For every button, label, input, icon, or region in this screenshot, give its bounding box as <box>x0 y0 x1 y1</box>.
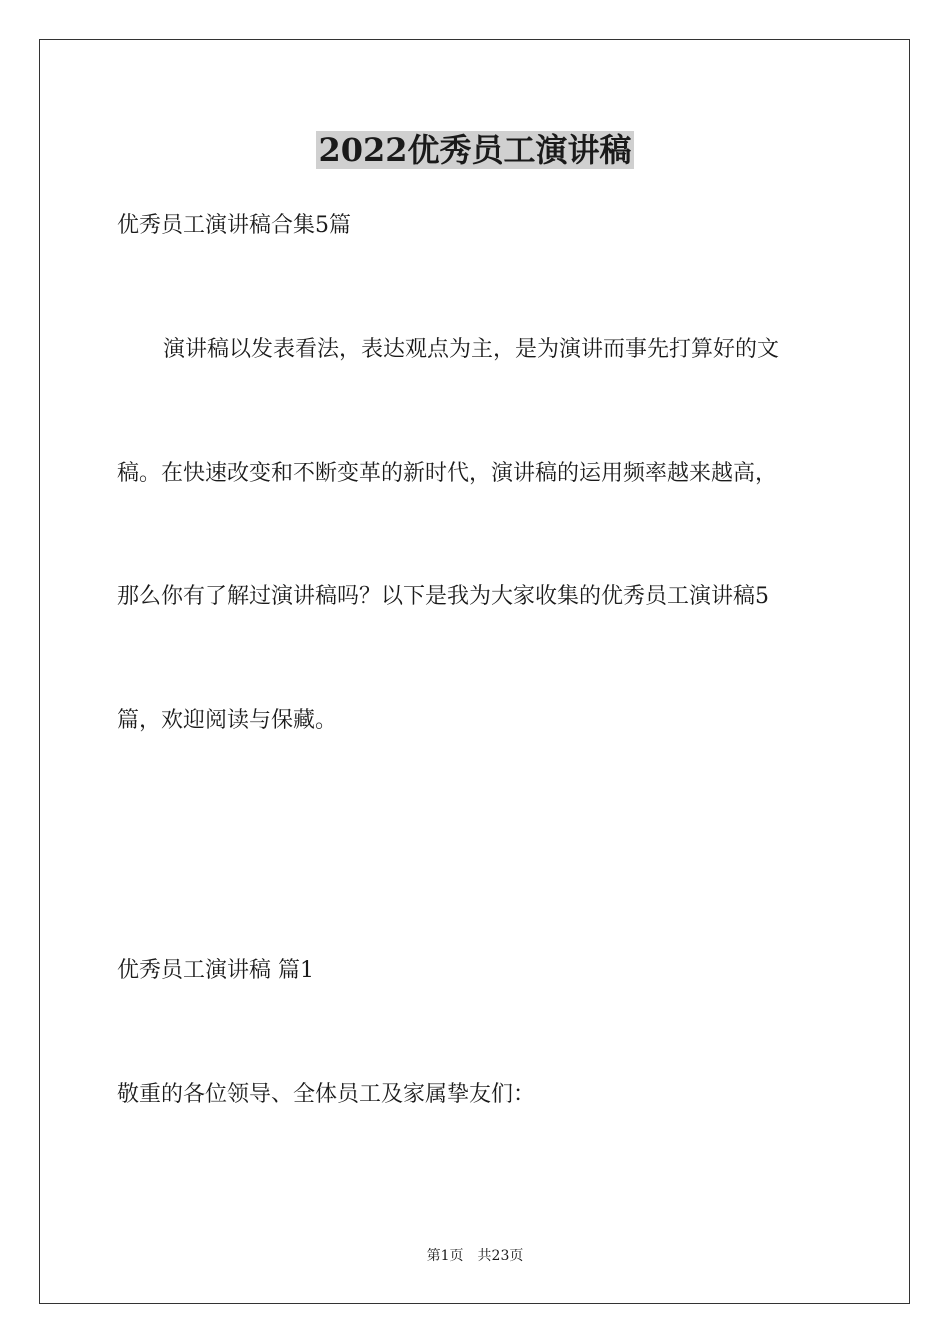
page-number-footer: 第1页 共23页 <box>426 1248 524 1264</box>
intro-line-1: 演讲稿以发表看法，表达观点为主，是为演讲而事先打算好的文 <box>163 337 780 362</box>
document-subtitle: 优秀员工演讲稿合集5篇 <box>117 213 351 238</box>
intro-line-4: 篇，欢迎阅读与保藏。 <box>117 708 338 733</box>
intro-line-3: 那么你有了解过演讲稿吗？以下是我为大家收集的优秀员工演讲稿5 <box>117 584 769 609</box>
document-title <box>0 128 950 172</box>
section-heading: 优秀员工演讲稿 篇1 <box>117 958 314 983</box>
salutation: 敬重的各位领导、全体员工及家属挚友们： <box>117 1082 536 1107</box>
intro-line-2: 稿。在快速改变和不断变革的新时代，演讲稿的运用频率越来越高， <box>117 461 778 486</box>
document-title-text: 2022优秀员工演讲稿 <box>318 131 632 169</box>
